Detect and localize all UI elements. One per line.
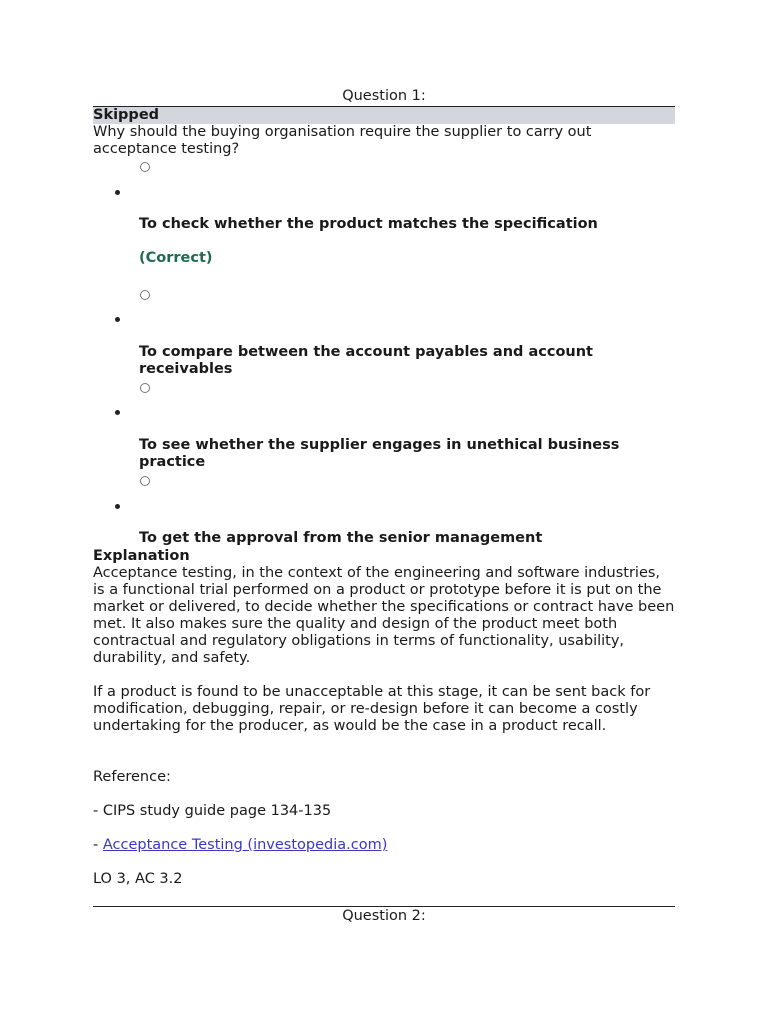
option-4-bullet (115, 504, 120, 509)
status-badge: Skipped (93, 107, 675, 124)
correct-answer-marker: (Correct) (139, 250, 213, 266)
option-2-radio[interactable] (140, 290, 150, 300)
option-4-radio[interactable] (140, 476, 150, 486)
explanation-title: Explanation (93, 548, 190, 564)
reference-item-1: - CIPS study guide page 134-135 (93, 803, 332, 819)
reference-item-2-prefix: - (93, 837, 103, 853)
option-2-label[interactable]: To compare between the account payables and account receivables (139, 344, 593, 377)
option-3-bullet (115, 410, 120, 415)
learning-outcome: LO 3, AC 3.2 (93, 871, 183, 887)
question-2-header: Question 2: (342, 908, 426, 924)
reference-item-2 (93, 837, 675, 854)
option-3-radio[interactable] (140, 383, 150, 393)
reference-label: Reference: (93, 769, 171, 785)
option-1-label[interactable]: To check whether the product matches the specification (139, 216, 598, 232)
explanation-paragraph-1: Acceptance testing, in the context of the engineering and software industries, is a functional trial performed on a product or prototype before it is put on the market or delivered, to decide whether the specifications or contract have been met. It also makes sure the quality and design of the product meet both contractual and regulatory obligations in terms of functionality, usability, durability, and safety. (93, 565, 675, 666)
option-4-label[interactable]: To get the approval from the senior management (139, 530, 543, 546)
explanation-paragraph-2: If a product is found to be unacceptable at this stage, it can be sent back for modification, debugging, repair, or re-design before it can become a costly undertaking for the producer, as would be the case in a product recall. (93, 684, 651, 734)
question-1-header: Question 1: (342, 88, 426, 104)
option-1-bullet (115, 190, 120, 195)
option-1-radio[interactable] (140, 162, 150, 172)
question-1-text: Why should the buying organisation require the supplier to carry out acceptance testing? (93, 124, 592, 157)
investopedia-link[interactable]: Acceptance Testing (investopedia.com) (102, 837, 388, 853)
option-3-label[interactable]: To see whether the supplier engages in unethical business practice (139, 437, 620, 470)
option-2-bullet (115, 317, 120, 322)
